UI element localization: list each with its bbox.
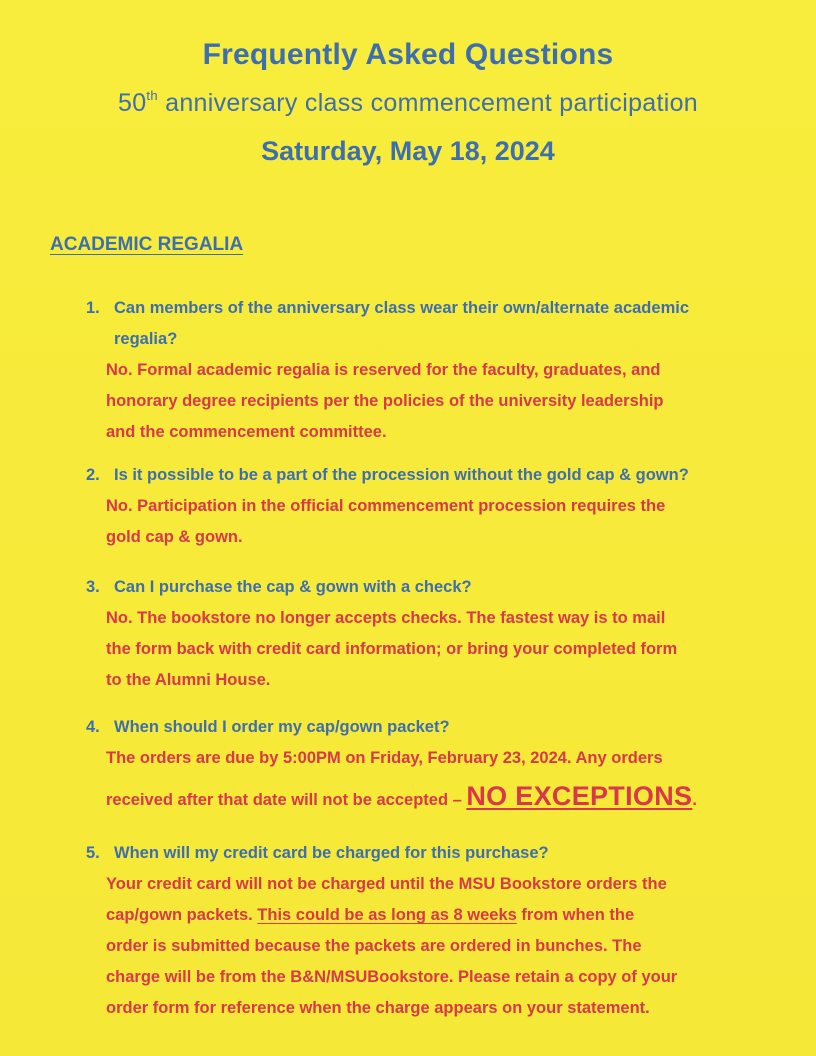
faq-answer — [86, 743, 786, 822]
faq-item-5 — [86, 838, 786, 1024]
faq-number: 2. — [86, 466, 100, 484]
faq-question-text: When should I order my cap/gown packet? — [114, 718, 450, 736]
faq-answer-line — [106, 774, 786, 822]
faq-answer-line: No. Participation in the official commencement procession requires the — [106, 497, 666, 515]
faq-question-text: Can members of the anniversary class wear their own/alternate academic regalia? — [114, 299, 689, 348]
faq-question-text: Can I purchase the cap & gown with a check? — [114, 578, 472, 596]
faq-answer-line: order form for reference when the charge appears on your statement. — [106, 999, 650, 1017]
faq-answer-line: order is submitted because the packets are ordered in bunches. The — [106, 937, 642, 955]
subtitle-superscript: th — [146, 88, 158, 103]
faq-number: 4. — [86, 718, 100, 736]
faq-answer-line: and the commencement committee. — [106, 423, 387, 441]
subtitle-number: 50 — [118, 89, 147, 117]
faq-question — [86, 460, 786, 491]
faq-answer-line: No. Formal academic regalia is reserved for the faculty, graduates, and — [106, 361, 661, 379]
faq-answer-line: to the Alumni House. — [106, 671, 271, 689]
faq-number: 1. — [86, 299, 100, 317]
faq-answer — [86, 603, 786, 696]
faq-number: 5. — [86, 844, 100, 862]
subtitle-text: anniversary class commencement participation — [157, 89, 698, 117]
page-title: Frequently Asked Questions — [202, 38, 614, 71]
faq-answer-line: honorary degree recipients per the policies of the university leadership — [106, 392, 664, 410]
faq-item-4 — [86, 712, 786, 822]
event-date: Saturday, May 18, 2024 — [261, 136, 555, 166]
faq-question — [86, 712, 786, 743]
page-subtitle — [0, 88, 816, 118]
faq-answer — [86, 355, 786, 448]
faq-answer-text: received after that date will not be accepted – — [106, 791, 467, 809]
faq-answer-line: The orders are due by 5:00PM on Friday, February 23, 2024. Any orders — [106, 749, 663, 767]
faq-question — [86, 293, 786, 355]
faq-item-2 — [86, 460, 786, 553]
faq-answer — [86, 869, 786, 1024]
underlined-note: This could be as long as 8 weeks — [257, 906, 517, 924]
no-exceptions-emphasis: NO EXCEPTIONS — [466, 781, 693, 811]
faq-answer-text: cap/gown packets. — [106, 906, 258, 924]
faq-item-3 — [86, 572, 786, 696]
faq-answer — [86, 491, 786, 553]
faq-question — [86, 838, 786, 869]
faq-answer-line: Your credit card will not be charged until the MSU Bookstore orders the — [106, 875, 667, 893]
faq-answer-text: . — [692, 791, 697, 809]
faq-answer-line: gold cap & gown. — [106, 528, 243, 546]
faq-question-text: When will my credit card be charged for this purchase? — [114, 844, 549, 862]
faq-answer-line — [106, 900, 786, 931]
faq-answer-line: charge will be from the B&N/MSUBookstore. Please retain a copy of your — [106, 968, 678, 986]
faq-answer-line: the form back with credit card information; or bring your completed form — [106, 640, 678, 658]
faq-question — [86, 572, 786, 603]
section-heading: ACADEMIC REGALIA — [50, 234, 244, 255]
faq-question-text: Is it possible to be a part of the procession without the gold cap & gown? — [114, 466, 689, 484]
faq-answer-line: No. The bookstore no longer accepts checks. The fastest way is to mail — [106, 609, 666, 627]
faq-answer-text: from when the — [516, 906, 635, 924]
faq-number: 3. — [86, 578, 100, 596]
faq-item-1 — [86, 293, 786, 448]
